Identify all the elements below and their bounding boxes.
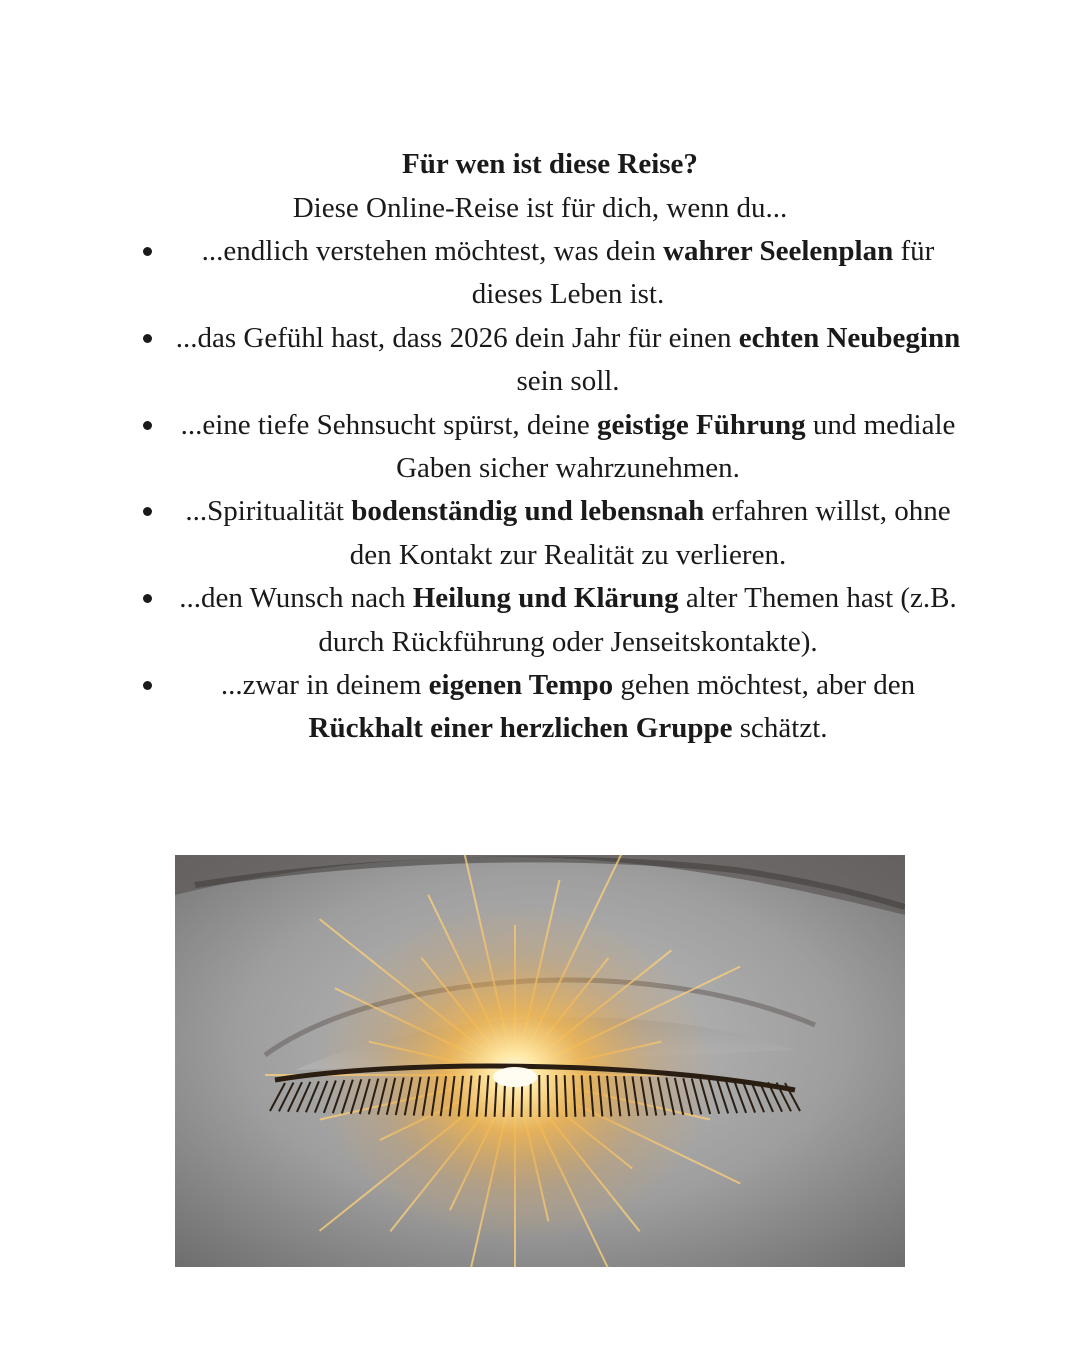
plain-text: sein soll. [516, 365, 620, 398]
plain-text: für dieses Leben ist. [471, 235, 935, 311]
list-item [0, 404, 1080, 491]
eye-illustration [175, 855, 905, 1267]
list-item-text [168, 490, 968, 577]
emphasis-text: Heilung und Klärung [412, 582, 679, 615]
list-item-text [168, 317, 968, 404]
plain-text: ...das Gefühl hast, dass 2026 dein Jahr für einen [175, 321, 739, 354]
glowing-eye-icon [175, 855, 905, 1267]
list-item [0, 317, 1080, 404]
plain-text: ...eine tiefe Sehnsucht spürst, deine [180, 408, 597, 441]
bullet-icon [143, 247, 152, 256]
audience-list [0, 230, 1080, 751]
emphasis-text: Rückhalt einer herzlichen Gruppe [308, 712, 733, 745]
bullet-icon [143, 594, 152, 603]
plain-text: erfahren willst, ohne den Kontakt zur Realität zu verlieren. [349, 495, 951, 571]
list-item-text [168, 230, 968, 317]
list-item [0, 230, 1080, 317]
emphasis-text: echten Neubeginn [738, 321, 961, 354]
plain-text: alter Themen hast (z.B. durch Rückführung oder Jenseitskontakte). [318, 582, 957, 658]
list-item [0, 664, 1080, 751]
list-item-text [168, 577, 968, 664]
eyelash [548, 1075, 549, 1117]
plain-text: schätzt. [732, 712, 828, 745]
emphasis-text: geistige Führung [596, 408, 806, 441]
emphasis-text: bodenständig und lebensnah [351, 495, 705, 528]
plain-text: ...Spiritualität [185, 495, 352, 528]
emphasis-text: wahrer Seelenplan [663, 235, 894, 267]
list-item-text [168, 404, 968, 491]
emphasis-text: eigenen Tempo [428, 668, 614, 701]
list-item-text [168, 664, 968, 751]
plain-text: und mediale Gaben sicher wahrzunehmen. [396, 408, 956, 484]
plain-text: gehen möchtest, aber den [613, 668, 916, 701]
plain-text: ...den Wunsch nach [179, 582, 413, 615]
plain-text: ...endlich verstehen möchtest, was dein [201, 235, 664, 267]
plain-text: ...zwar in deinem [220, 668, 429, 701]
list-item [0, 577, 1080, 664]
intro-text: Diese Online-Reise ist für dich, wenn du... [292, 192, 788, 224]
eyelash [556, 1075, 557, 1117]
bullet-icon [143, 681, 152, 690]
list-item [0, 490, 1080, 577]
section-heading: Für wen ist diese Reise? [402, 148, 698, 180]
bullet-icon [143, 507, 152, 516]
bullet-icon [143, 421, 152, 430]
bullet-icon [143, 334, 152, 343]
